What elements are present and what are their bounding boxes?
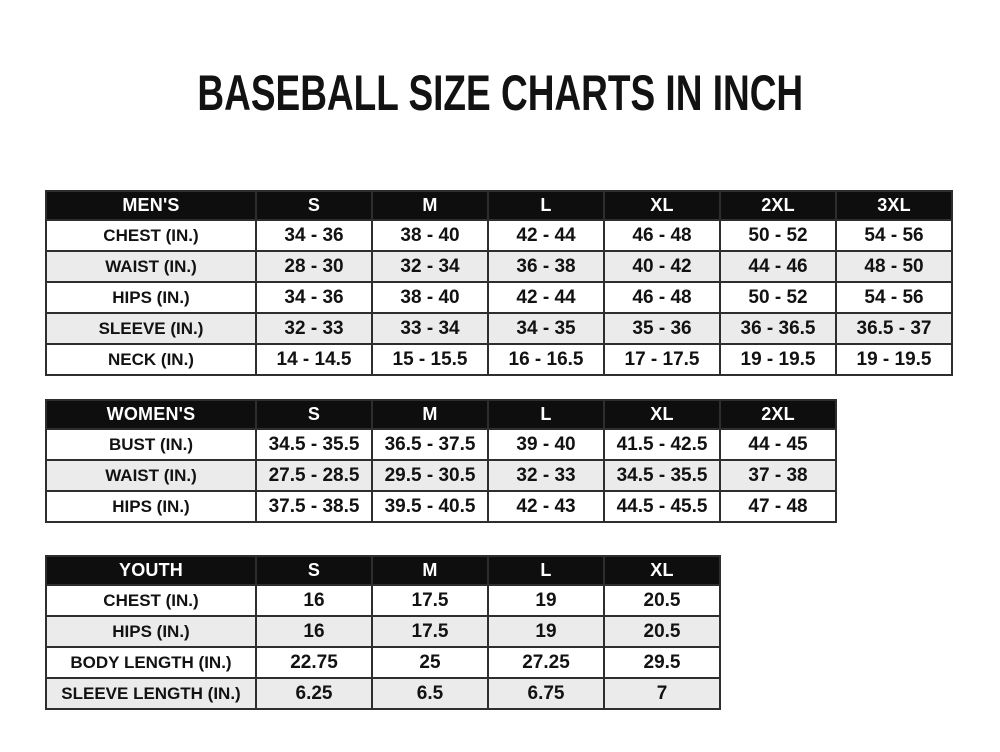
womens-size-table — [45, 399, 837, 523]
mens-size-header-s: S — [256, 191, 372, 220]
mens-waist-in-l-value: 36 - 38 — [488, 251, 604, 282]
mens-neck-in-m-value: 15 - 15.5 — [372, 344, 488, 375]
mens-sleeve-in-l-value: 34 - 35 — [488, 313, 604, 344]
mens-size-header-xl: XL — [604, 191, 720, 220]
mens-sleeve-in-3xl-value: 36.5 - 37 — [836, 313, 952, 344]
mens-sleeve-in-xl-value: 35 - 36 — [604, 313, 720, 344]
youth-row-label-sleeve-length-in: SLEEVE LENGTH (IN.) — [46, 678, 256, 709]
womens-row-label-hips-in: HIPS (IN.) — [46, 491, 256, 522]
youth-sleeve-length-in-m-value: 6.5 — [372, 678, 488, 709]
youth-size-header-m: M — [372, 556, 488, 585]
youth-row-sleeve-length-in — [46, 678, 720, 709]
mens-row-label-neck-in: NECK (IN.) — [46, 344, 256, 375]
womens-hips-in-l-value: 42 - 43 — [488, 491, 604, 522]
womens-bust-in-s-value: 34.5 - 35.5 — [256, 429, 372, 460]
youth-row-label-body-length-in: BODY LENGTH (IN.) — [46, 647, 256, 678]
womens-hips-in-m-value: 39.5 - 40.5 — [372, 491, 488, 522]
youth-sleeve-length-in-l-value: 6.75 — [488, 678, 604, 709]
youth-body-length-in-xl-value: 29.5 — [604, 647, 720, 678]
mens-size-header-3xl: 3XL — [836, 191, 952, 220]
youth-row-hips-in — [46, 616, 720, 647]
womens-header-row — [46, 400, 836, 429]
youth-group-label: YOUTH — [46, 556, 256, 585]
youth-row-chest-in — [46, 585, 720, 616]
mens-chest-in-xl-value: 46 - 48 — [604, 220, 720, 251]
mens-chest-in-s-value: 34 - 36 — [256, 220, 372, 251]
mens-size-header-l: L — [488, 191, 604, 220]
mens-neck-in-s-value: 14 - 14.5 — [256, 344, 372, 375]
mens-row-label-waist-in: WAIST (IN.) — [46, 251, 256, 282]
youth-row-label-chest-in: CHEST (IN.) — [46, 585, 256, 616]
womens-row-waist-in — [46, 460, 836, 491]
mens-row-label-hips-in: HIPS (IN.) — [46, 282, 256, 313]
mens-neck-in-xl-value: 17 - 17.5 — [604, 344, 720, 375]
youth-chest-in-m-value: 17.5 — [372, 585, 488, 616]
mens-neck-in-2xl-value: 19 - 19.5 — [720, 344, 836, 375]
youth-chest-in-s-value: 16 — [256, 585, 372, 616]
womens-hips-in-xl-value: 44.5 - 45.5 — [604, 491, 720, 522]
womens-waist-in-s-value: 27.5 - 28.5 — [256, 460, 372, 491]
mens-chest-in-3xl-value: 54 - 56 — [836, 220, 952, 251]
mens-row-neck-in — [46, 344, 952, 375]
womens-size-header-l: L — [488, 400, 604, 429]
mens-header-row — [46, 191, 952, 220]
mens-hips-in-2xl-value: 50 - 52 — [720, 282, 836, 313]
mens-row-label-sleeve-in: SLEEVE (IN.) — [46, 313, 256, 344]
youth-hips-in-xl-value: 20.5 — [604, 616, 720, 647]
womens-size-header-m: M — [372, 400, 488, 429]
womens-waist-in-l-value: 32 - 33 — [488, 460, 604, 491]
mens-row-chest-in — [46, 220, 952, 251]
mens-chest-in-m-value: 38 - 40 — [372, 220, 488, 251]
womens-bust-in-xl-value: 41.5 - 42.5 — [604, 429, 720, 460]
womens-hips-in-2xl-value: 47 - 48 — [720, 491, 836, 522]
mens-sleeve-in-2xl-value: 36 - 36.5 — [720, 313, 836, 344]
womens-row-bust-in — [46, 429, 836, 460]
mens-hips-in-3xl-value: 54 - 56 — [836, 282, 952, 313]
youth-body-length-in-l-value: 27.25 — [488, 647, 604, 678]
mens-size-header-2xl: 2XL — [720, 191, 836, 220]
womens-waist-in-m-value: 29.5 - 30.5 — [372, 460, 488, 491]
mens-waist-in-3xl-value: 48 - 50 — [836, 251, 952, 282]
youth-body-length-in-s-value: 22.75 — [256, 647, 372, 678]
mens-hips-in-l-value: 42 - 44 — [488, 282, 604, 313]
youth-size-header-xl: XL — [604, 556, 720, 585]
mens-row-hips-in — [46, 282, 952, 313]
mens-neck-in-l-value: 16 - 16.5 — [488, 344, 604, 375]
womens-bust-in-m-value: 36.5 - 37.5 — [372, 429, 488, 460]
youth-row-label-hips-in: HIPS (IN.) — [46, 616, 256, 647]
mens-chest-in-l-value: 42 - 44 — [488, 220, 604, 251]
mens-hips-in-m-value: 38 - 40 — [372, 282, 488, 313]
mens-row-waist-in — [46, 251, 952, 282]
youth-size-table — [45, 555, 721, 710]
mens-group-label: MEN'S — [46, 191, 256, 220]
womens-row-label-waist-in: WAIST (IN.) — [46, 460, 256, 491]
womens-bust-in-2xl-value: 44 - 45 — [720, 429, 836, 460]
womens-hips-in-s-value: 37.5 - 38.5 — [256, 491, 372, 522]
youth-body-length-in-m-value: 25 — [372, 647, 488, 678]
youth-size-header-l: L — [488, 556, 604, 585]
womens-row-label-bust-in: BUST (IN.) — [46, 429, 256, 460]
page-title-text: BASEBALL SIZE CHARTS IN INCH — [197, 65, 803, 121]
mens-neck-in-3xl-value: 19 - 19.5 — [836, 344, 952, 375]
mens-hips-in-s-value: 34 - 36 — [256, 282, 372, 313]
womens-bust-in-l-value: 39 - 40 — [488, 429, 604, 460]
youth-hips-in-m-value: 17.5 — [372, 616, 488, 647]
womens-waist-in-2xl-value: 37 - 38 — [720, 460, 836, 491]
mens-waist-in-m-value: 32 - 34 — [372, 251, 488, 282]
mens-waist-in-2xl-value: 44 - 46 — [720, 251, 836, 282]
mens-row-label-chest-in: CHEST (IN.) — [46, 220, 256, 251]
youth-sleeve-length-in-s-value: 6.25 — [256, 678, 372, 709]
youth-chest-in-l-value: 19 — [488, 585, 604, 616]
womens-waist-in-xl-value: 34.5 - 35.5 — [604, 460, 720, 491]
youth-header-row — [46, 556, 720, 585]
youth-chest-in-xl-value: 20.5 — [604, 585, 720, 616]
mens-sleeve-in-m-value: 33 - 34 — [372, 313, 488, 344]
womens-size-header-xl: XL — [604, 400, 720, 429]
womens-group-label: WOMEN'S — [46, 400, 256, 429]
womens-size-header-2xl: 2XL — [720, 400, 836, 429]
mens-sleeve-in-s-value: 32 - 33 — [256, 313, 372, 344]
youth-sleeve-length-in-xl-value: 7 — [604, 678, 720, 709]
mens-row-sleeve-in — [46, 313, 952, 344]
youth-hips-in-s-value: 16 — [256, 616, 372, 647]
mens-chest-in-2xl-value: 50 - 52 — [720, 220, 836, 251]
mens-waist-in-xl-value: 40 - 42 — [604, 251, 720, 282]
youth-size-header-s: S — [256, 556, 372, 585]
youth-hips-in-l-value: 19 — [488, 616, 604, 647]
mens-hips-in-xl-value: 46 - 48 — [604, 282, 720, 313]
mens-size-header-m: M — [372, 191, 488, 220]
womens-row-hips-in — [46, 491, 836, 522]
mens-waist-in-s-value: 28 - 30 — [256, 251, 372, 282]
page-title — [0, 65, 1000, 121]
womens-size-header-s: S — [256, 400, 372, 429]
youth-row-body-length-in — [46, 647, 720, 678]
mens-size-table — [45, 190, 953, 376]
